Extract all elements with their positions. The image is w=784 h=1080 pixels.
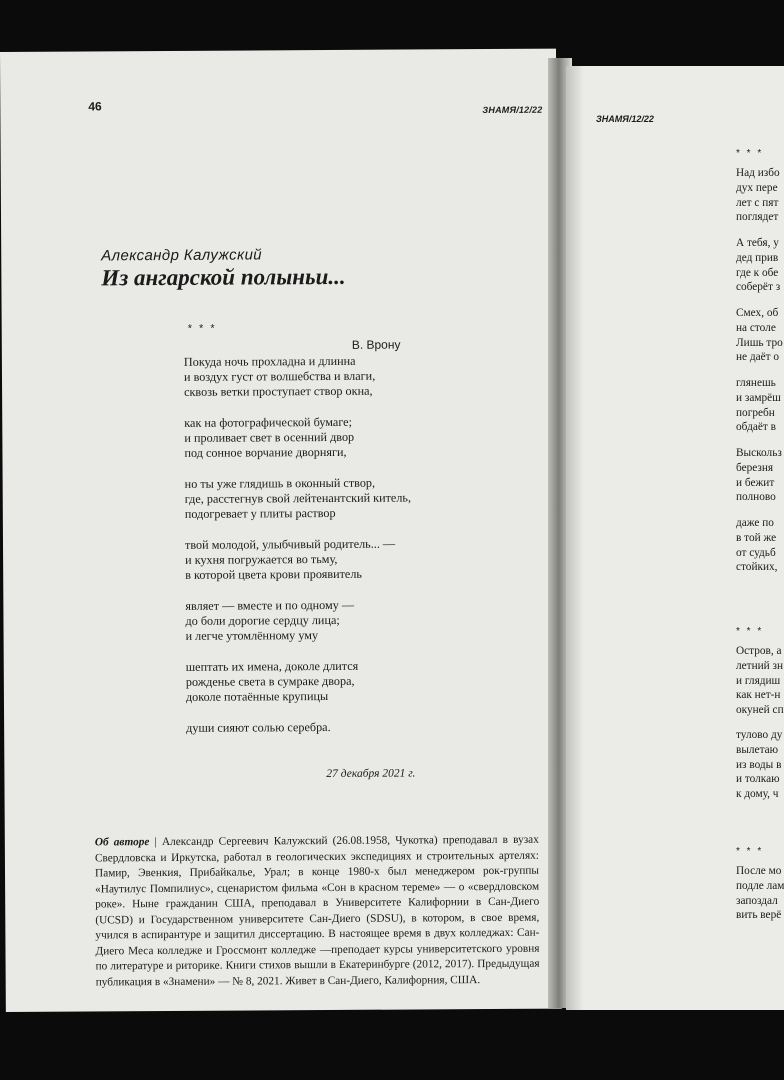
poem-line: твой молодой, улыбчивый родитель... — [184, 536, 396, 552]
text-line: и толкаю [736, 773, 780, 786]
poem-line: рожденье света в сумраке двора, [185, 673, 355, 689]
text-line: запоздал [736, 894, 778, 907]
section-separator: * * * [736, 148, 764, 159]
text-line: обдаёт в [736, 421, 776, 434]
section-separator: * * * [736, 626, 764, 637]
text-fragment [736, 236, 780, 295]
text-line: тулово ду [736, 729, 783, 741]
text-line: Смех, об [736, 307, 779, 319]
poem-line: где, расстегнув свой лейтенантский китель, [184, 490, 412, 506]
text-line: подле лам [736, 879, 784, 892]
text-fragment [736, 446, 782, 505]
poem-line: шептать их имена, доколе длится [185, 658, 359, 674]
text-line: стойких, [736, 561, 778, 574]
stanza [185, 475, 525, 522]
text-line: поглядет [736, 211, 779, 224]
text-line: на столе [736, 321, 776, 334]
text-line: А тебя, у [736, 237, 779, 249]
stanza [185, 536, 525, 583]
poem-line: и кухня погружается во тьму, [185, 551, 338, 567]
poem-line: и легче утомлённому уму [185, 628, 319, 643]
stanza [184, 353, 524, 400]
text-fragment [736, 166, 780, 225]
poem-line: и проливает свет в осенний двор [184, 429, 355, 445]
text-line: После мо [736, 865, 782, 877]
poem-line: подогревает у плиты раствор [184, 505, 336, 521]
poem-date: 27 декабря 2021 г. [326, 767, 416, 781]
text-line: из воды в [736, 758, 782, 771]
text-line: где к обе [736, 266, 779, 279]
text-line: Остров, а [736, 645, 782, 657]
text-line: летний зн [736, 659, 784, 672]
text-line: и бежит [736, 476, 775, 489]
text-line: Выскольз [736, 447, 782, 459]
text-fragment [736, 516, 778, 575]
left-page [0, 49, 562, 1012]
text-line: как нет-н [736, 689, 781, 702]
poem-line: в которой цвета крови проявитель [185, 566, 363, 582]
right-page [566, 66, 784, 1010]
poem-body [184, 353, 526, 752]
text-fragment [736, 376, 781, 435]
poem-line: до боли дорогие сердцу лица; [185, 612, 340, 628]
text-line: вылетаю [736, 743, 779, 756]
poem-line: души сияют солью серебра. [186, 719, 331, 735]
author-name: Александр Калужский [101, 246, 263, 265]
poem-line: как на фотографической бумаге; [184, 414, 352, 430]
section-separator: * * * [187, 322, 217, 335]
text-fragment [736, 644, 784, 718]
section-separator: * * * [736, 846, 764, 857]
text-line: от судьб [736, 546, 776, 559]
text-line: в той же [736, 531, 777, 544]
dedication: В. Врону [351, 337, 401, 352]
text-line: Лишь тро [736, 336, 783, 349]
text-line: даже по [736, 517, 774, 529]
stanza [184, 414, 524, 461]
text-line: не даёт о [736, 351, 780, 364]
page-number: 46 [88, 99, 102, 114]
text-line: вить верё [736, 909, 782, 922]
text-line: к дому, ч [736, 788, 779, 801]
poem-title: Из ангарской полыньи... [101, 263, 346, 291]
bio-text: Александр Сергеевич Калужский (26.08.1958, Чукотка) преподавал в вузах Свердловска и Иркутска, работал в геологических экспедициях и строительных артелях: Памир, Эвенкия, Прибайкалье, Урал; в конце 1980-х был менеджером рок-группы «Наутилус Помпилиус», сценаристом фильма «Сон в красном тереме» — о «свердловском роке». Ныне гражданин США, преподавал в Университете Калифорнии в Сан-Диего (UCSD) и Государственном университете Сан-Диего (SDSU), в котором, в свое время, учился в аспирантуре и защитил диссертацию. В настоящее время в двух колледжах: Сан-Диего Меса колледже и Гроссмонт колледже —преподает курсы университетского уровня по литературе и риторике. Книги стихов вышли в Екатеринбурге (2012, 2017). Предыдущая публикация в «Знамени» — № 8, 2021. Живет в Сан-Диего, Калифорния, США. [94, 833, 540, 988]
bio-label: Об авторе [94, 836, 150, 849]
author-bio [95, 833, 540, 991]
text-line: и замрёш [736, 391, 781, 404]
text-fragment [736, 864, 784, 923]
stanza [186, 658, 526, 705]
text-line: окуней сп [736, 704, 784, 717]
text-line: полново [736, 491, 776, 504]
stanza [185, 597, 525, 644]
text-fragment [736, 306, 783, 365]
bio-separator: | [149, 836, 162, 849]
poem-line: под сонное ворчание дворняги, [184, 444, 347, 460]
poem-line: но ты уже глядишь в оконный створ, [184, 475, 376, 491]
poem-line: Покуда ночь прохладна и длинна [183, 353, 356, 369]
text-line: Над избо [736, 167, 780, 179]
poem-line: являет — вместе и по одному — [185, 597, 355, 613]
running-head: ЗНАМЯ/12/22 [482, 104, 543, 116]
text-line: и глядиш [736, 674, 781, 687]
text-line: березня [736, 461, 774, 474]
stanza [186, 719, 526, 736]
text-line: погребн [736, 406, 775, 419]
text-line: дед прив [736, 251, 779, 264]
text-line: дух пере [736, 181, 778, 194]
poem-line: и воздух густ от волшебства и влаги, [183, 368, 376, 384]
poem-line: сквозь ветки проступает створ окна, [184, 383, 373, 399]
running-head: ЗНАМЯ/12/22 [596, 114, 654, 124]
text-line: глянешь [736, 377, 776, 389]
text-line: лет с пят [736, 196, 779, 209]
text-line: соберёт з [736, 281, 781, 294]
poem-line: доколе потаённые крупицы [185, 689, 329, 704]
text-fragment [736, 728, 782, 802]
